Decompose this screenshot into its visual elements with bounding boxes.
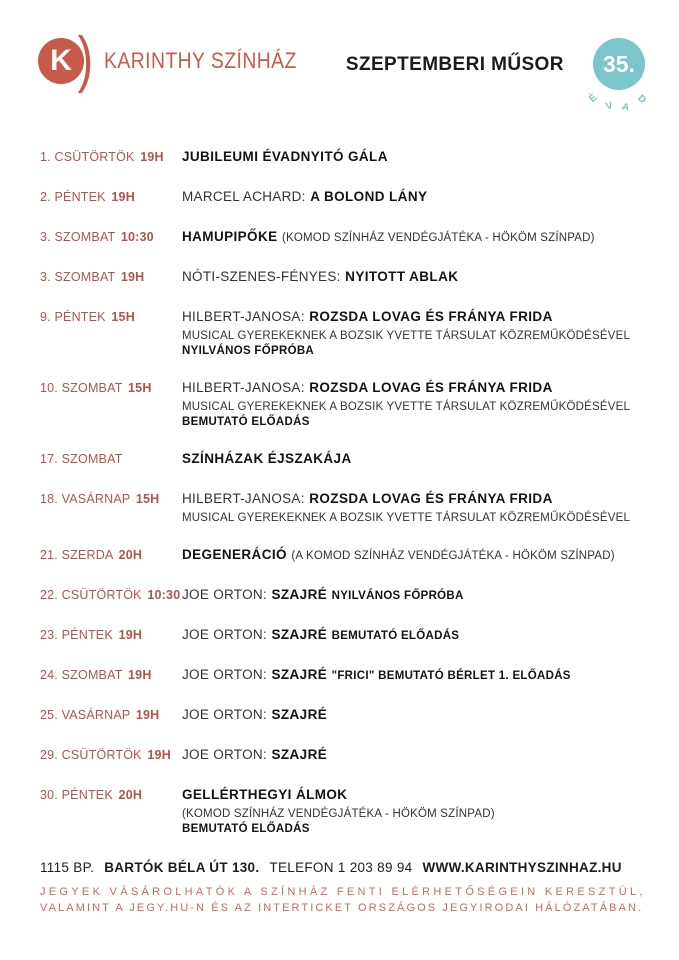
event-time: 19H (147, 748, 171, 762)
event-date (40, 379, 182, 428)
event-date (40, 786, 182, 835)
event-title: SZÍNHÁZAK ÉJSZAKÁJA (182, 451, 352, 466)
event-info (182, 706, 651, 724)
event-title: ROZSDA LOVAG ÉS FRÁNYA FRIDA (309, 309, 553, 324)
event-author: HILBERT-JANOSA: (182, 491, 305, 506)
event-time: 10:30 (120, 230, 154, 244)
event-author: JOE ORTON: (182, 627, 268, 642)
schedule-row (40, 450, 651, 468)
event-time: 15H (111, 310, 135, 324)
event-info (182, 228, 651, 246)
event-date (40, 148, 182, 166)
event-day: 17. SZOMBAT (40, 452, 123, 466)
event-day: 23. PÉNTEK (40, 628, 113, 642)
event-author: HILBERT-JANOSA: (182, 380, 305, 395)
event-date (40, 188, 182, 206)
ticket-info-line2: VALAMINT A JEGY.HU-N ÉS AZ INTERTICKET ORSZÁGOS JEGYIRODAI HÁLÓZATÁBAN. (40, 902, 644, 914)
event-date (40, 546, 182, 564)
event-title: DEGENERÁCIÓ (182, 547, 287, 562)
event-title: NYITOTT ABLAK (345, 269, 459, 284)
event-day: 18. VASÁRNAP (40, 492, 131, 506)
event-time: 19H (135, 708, 160, 722)
schedule-list (40, 148, 651, 857)
event-description: MUSICAL GYEREKEKNEK A BOZSIK YVETTE TÁRSULAT KÖZREMŰKÖDÉSÉVEL (182, 401, 631, 413)
event-date (40, 746, 182, 764)
event-info (182, 268, 651, 286)
event-info (182, 308, 651, 357)
event-day: 25. VASÁRNAP (40, 708, 131, 722)
event-description: MUSICAL GYEREKEKNEK A BOZSIK YVETTE TÁRSULAT KÖZREMŰKÖDÉSÉVEL (182, 330, 631, 342)
schedule-row (40, 786, 651, 835)
event-day: 3. SZOMBAT (40, 270, 116, 284)
contact-line (40, 860, 651, 875)
event-info (182, 450, 651, 468)
event-date (40, 706, 182, 724)
event-day: 1. CSÜTÖRTÖK (40, 150, 135, 164)
event-title: SZAJRÉ (271, 667, 328, 682)
event-title: ROZSDA LOVAG ÉS FRÁNYA FRIDA (309, 380, 553, 395)
event-info (182, 490, 651, 524)
event-day: 30. PÉNTEK (40, 788, 113, 802)
header (38, 25, 651, 122)
event-author: MARCEL ACHARD: (182, 189, 306, 204)
season-badge-letter: V (604, 100, 614, 113)
event-time: 20H (118, 548, 143, 562)
event-info (182, 379, 651, 428)
event-note: NYILVÁNOS FŐPRÓBA (331, 590, 464, 602)
brand-name: KARINTHY SZÍNHÁZ (103, 48, 297, 73)
season-badge-letter: A (620, 101, 631, 114)
event-note: BEMUTATÓ ELŐADÁS (182, 416, 310, 428)
schedule-row (40, 379, 651, 428)
event-author: HILBERT-JANOSA: (182, 309, 305, 324)
event-note: BEMUTATÓ ELŐADÁS (331, 630, 460, 642)
event-info (182, 746, 651, 764)
event-time: 15H (135, 492, 160, 506)
event-author: JOE ORTON: (182, 747, 268, 762)
event-time: 19H (111, 190, 135, 204)
event-date (40, 268, 182, 286)
schedule-row (40, 188, 651, 206)
event-time: 19H (128, 668, 152, 682)
event-date (40, 450, 182, 468)
event-day: 22. CSÜTÖRTÖK (40, 588, 142, 602)
season-badge-circle-icon (593, 38, 645, 90)
event-time: 19H (118, 628, 143, 642)
schedule-row (40, 706, 651, 724)
schedule-row (40, 308, 651, 357)
event-author: NÓTI-SZENES-FÉNYES: (182, 269, 341, 284)
event-date (40, 586, 182, 604)
event-title: SZAJRÉ (271, 747, 328, 762)
page-title: SZEPTEMBERI MŰSOR (345, 54, 564, 75)
website-link: WWW.KARINTHYSZINHAZ.HU (422, 860, 622, 875)
event-venue-note: (A KOMOD SZÍNHÁZ VENDÉGJÁTÉKA - HÖKÖM SZÍNPAD) (291, 550, 615, 562)
event-title: SZAJRÉ (271, 707, 328, 722)
event-time: 19H (120, 270, 145, 284)
schedule-row (40, 626, 651, 644)
phone: TELEFON 1 203 89 94 (269, 860, 413, 875)
event-time: 20H (118, 788, 143, 802)
event-info (182, 666, 651, 684)
event-note: NYILVÁNOS FŐPRÓBA (182, 345, 315, 357)
season-badge-letter: D (635, 92, 648, 107)
event-date (40, 490, 182, 524)
schedule-row (40, 148, 651, 166)
event-title: A BOLOND LÁNY (310, 189, 428, 204)
event-title: SZAJRÉ (271, 627, 328, 642)
event-day: 24. SZOMBAT (40, 668, 123, 682)
ticket-info-line1: JEGYEK VÁSÁROLHATÓK A SZÍNHÁZ FENTI ELÉRHETŐSÉGEIN KERESZTÜL, (40, 886, 646, 898)
event-day: 10. SZOMBAT (40, 381, 123, 395)
schedule-row (40, 546, 651, 564)
event-date (40, 626, 182, 644)
event-info (182, 188, 651, 206)
event-info (182, 586, 651, 604)
address: BARTÓK BÉLA ÚT 130. (104, 860, 260, 875)
schedule-row (40, 490, 651, 524)
event-info (182, 786, 651, 835)
event-time: 15H (128, 381, 152, 395)
address-prefix: 1115 BP. (40, 860, 95, 875)
event-date (40, 228, 182, 246)
event-date (40, 666, 182, 684)
event-note: BEMUTATÓ ELŐADÁS (182, 823, 310, 835)
event-info (182, 546, 651, 564)
event-day: 2. PÉNTEK (40, 190, 106, 204)
event-title: GELLÉRTHEGYI ÁLMOK (182, 787, 348, 802)
event-day: 29. CSÜTÖRTÖK (40, 748, 142, 762)
footer (40, 860, 651, 916)
event-description: MUSICAL GYEREKEKNEK A BOZSIK YVETTE TÁRSULAT KÖZREMŰKÖDÉSÉVEL (182, 512, 631, 524)
schedule-row (40, 228, 651, 246)
schedule-row (40, 746, 651, 764)
event-day: 3. SZOMBAT (40, 230, 116, 244)
event-title-line (182, 490, 651, 508)
event-time: 10:30 (147, 588, 181, 602)
event-title: SZAJRÉ (271, 587, 328, 602)
event-title-line (182, 379, 651, 397)
event-title: HAMUPIPŐKE (182, 229, 278, 244)
brand-logo (38, 25, 323, 94)
event-title: ROZSDA LOVAG ÉS FRÁNYA FRIDA (309, 491, 553, 506)
schedule-row (40, 268, 651, 286)
season-badge (587, 38, 651, 122)
logo-paren-arc-icon: ) (77, 25, 94, 94)
event-time: 19H (140, 150, 164, 164)
event-author: JOE ORTON: (182, 707, 268, 722)
event-info (182, 626, 651, 644)
event-date (40, 308, 182, 357)
schedule-row (40, 586, 651, 604)
event-author: JOE ORTON: (182, 667, 268, 682)
event-note: "FRICI" BEMUTATÓ BÉRLET 1. ELŐADÁS (331, 670, 571, 682)
event-title-line (182, 308, 651, 326)
season-number: 35. (603, 50, 635, 77)
logo-letter: K (50, 44, 72, 77)
season-badge-letter: É (587, 92, 600, 105)
event-title: JUBILEUMI ÉVADNYITÓ GÁLA (182, 149, 388, 164)
event-info (182, 148, 651, 166)
event-venue-note: (KOMOD SZÍNHÁZ VENDÉGJÁTÉKA - HÖKÖM SZÍNPAD) (281, 232, 595, 244)
event-day: 21. SZERDA (40, 548, 113, 562)
event-author: JOE ORTON: (182, 587, 268, 602)
event-day: 9. PÉNTEK (40, 310, 106, 324)
ticket-info (40, 884, 651, 916)
event-title-line (182, 786, 651, 804)
event-venue-note: (KOMOD SZÍNHÁZ VENDÉGJÁTÉKA - HÖKÖM SZÍNPAD) (182, 808, 495, 820)
schedule-row (40, 666, 651, 684)
